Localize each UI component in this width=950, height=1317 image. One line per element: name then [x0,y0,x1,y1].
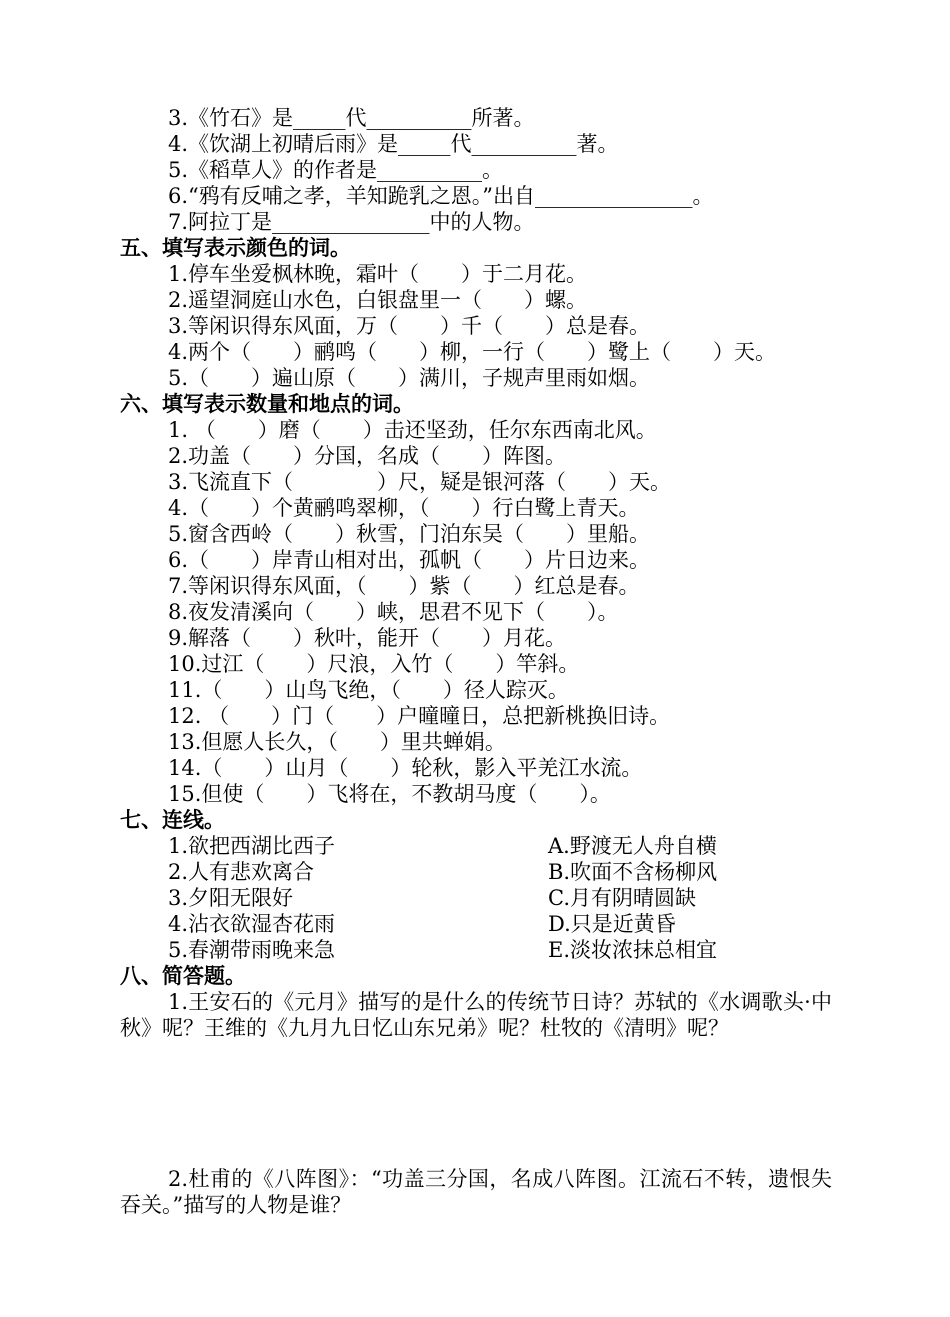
section-heading-8: 八、简答题。 [120,963,246,988]
fill-item: 13.但愿人长久，（ ）里共蝉娟。 [168,730,506,754]
match-left-item: 4.沾衣欲湿杏花雨 [168,912,336,936]
fill-item: 5.《稻草人》的作者是__________。 [168,158,504,182]
fill-item: 10.过江（ ）尺浪，入竹（ ）竿斜。 [168,652,580,676]
section-heading-5: 五、填写表示颜色的词。 [120,235,351,260]
fill-item: 5.窗含西岭（ ）秋雪，门泊东吴（ ）里船。 [168,522,651,546]
match-right-item: E.淡妆浓抹总相宜 [548,938,718,962]
fill-item: 7.等闲识得东风面，（ ）紫（ ）红总是春。 [168,574,640,598]
fill-item: 6.（ ）岸青山相对出，孤帆（ ）片日边来。 [168,548,651,572]
match-left-item: 3.夕阳无限好 [168,886,294,910]
match-left-item: 2.人有悲欢离合 [168,860,315,884]
fill-item: 12. （ ）门（ ）户曈曈日，总把新桃换旧诗。 [168,704,671,728]
fill-item: 7.阿拉丁是_______________中的人物。 [168,210,535,234]
match-right-item: C.月有阴晴圆缺 [548,886,696,910]
fill-item: 3.《竹石》是_____代__________所著。 [168,106,535,130]
section-heading-7: 七、连线。 [120,807,225,832]
fill-item: 15.但使（ ）飞将在，不教胡马度（ ）。 [168,782,611,806]
fill-item: 4.《饮湖上初晴后雨》是_____代__________著。 [168,132,619,156]
match-right-item: D.只是近黄昏 [548,912,676,936]
fill-item: 2.功盖（ ）分国，名成（ ）阵图。 [168,444,567,468]
fill-item: 3.等闲识得东风面，万（ ）千（ ）总是春。 [168,314,651,338]
match-right-item: B.吹面不含杨柳风 [548,860,718,884]
section-heading-6: 六、填写表示数量和地点的词。 [120,391,414,416]
short-answer-question-1: 1.王安石的《元月》描写的是什么的传统节日诗？苏轼的《水调歌头·中秋》呢？王维的《九月九日忆山东兄弟》呢？杜牧的《清明》呢？ [120,990,832,1040]
fill-item: 14.（ ）山月（ ）轮秋，影入平羌江水流。 [168,756,643,780]
short-answer-question-2: 2.杜甫的《八阵图》：“功盖三分国，名成八阵图。江流石不转，遗恨失吞关。”描写的人物是谁？ [120,1167,832,1217]
fill-item: 6.“鸦有反哺之孝，羊知跪乳之恩。”出自_______________。 [168,184,714,208]
fill-item: 11.（ ）山鸟飞绝，（ ）径人踪灭。 [168,678,569,702]
match-left-item: 1.欲把西湖比西子 [168,834,336,858]
fill-item: 4.两个（ ）鹂鸣（ ）柳，一行（ ）鹭上（ ）天。 [168,340,777,364]
fill-item: 5.（ ）遍山原（ ）满川，子规声里雨如烟。 [168,366,651,390]
fill-item: 1. （ ）磨（ ）击还坚劲，任尔东西南北风。 [168,418,657,442]
fill-item: 1.停车坐爱枫林晚，霜叶（ ）于二月花。 [168,262,588,286]
match-left-item: 5.春潮带雨晚来急 [168,938,336,962]
fill-item: 4.（ ）个黄鹂鸣翠柳，（ ）行白鹭上青天。 [168,496,640,520]
fill-item: 2.遥望洞庭山水色，白银盘里一（ ）螺。 [168,288,588,312]
fill-item: 9.解落（ ）秋叶，能开（ ）月花。 [168,626,567,650]
match-right-item: A.野渡无人舟自横 [548,834,717,858]
fill-item: 8.夜发清溪向（ ）峡，思君不见下（ ）。 [168,600,619,624]
fill-item: 3.飞流直下（ ）尺，疑是银河落（ ）天。 [168,470,672,494]
